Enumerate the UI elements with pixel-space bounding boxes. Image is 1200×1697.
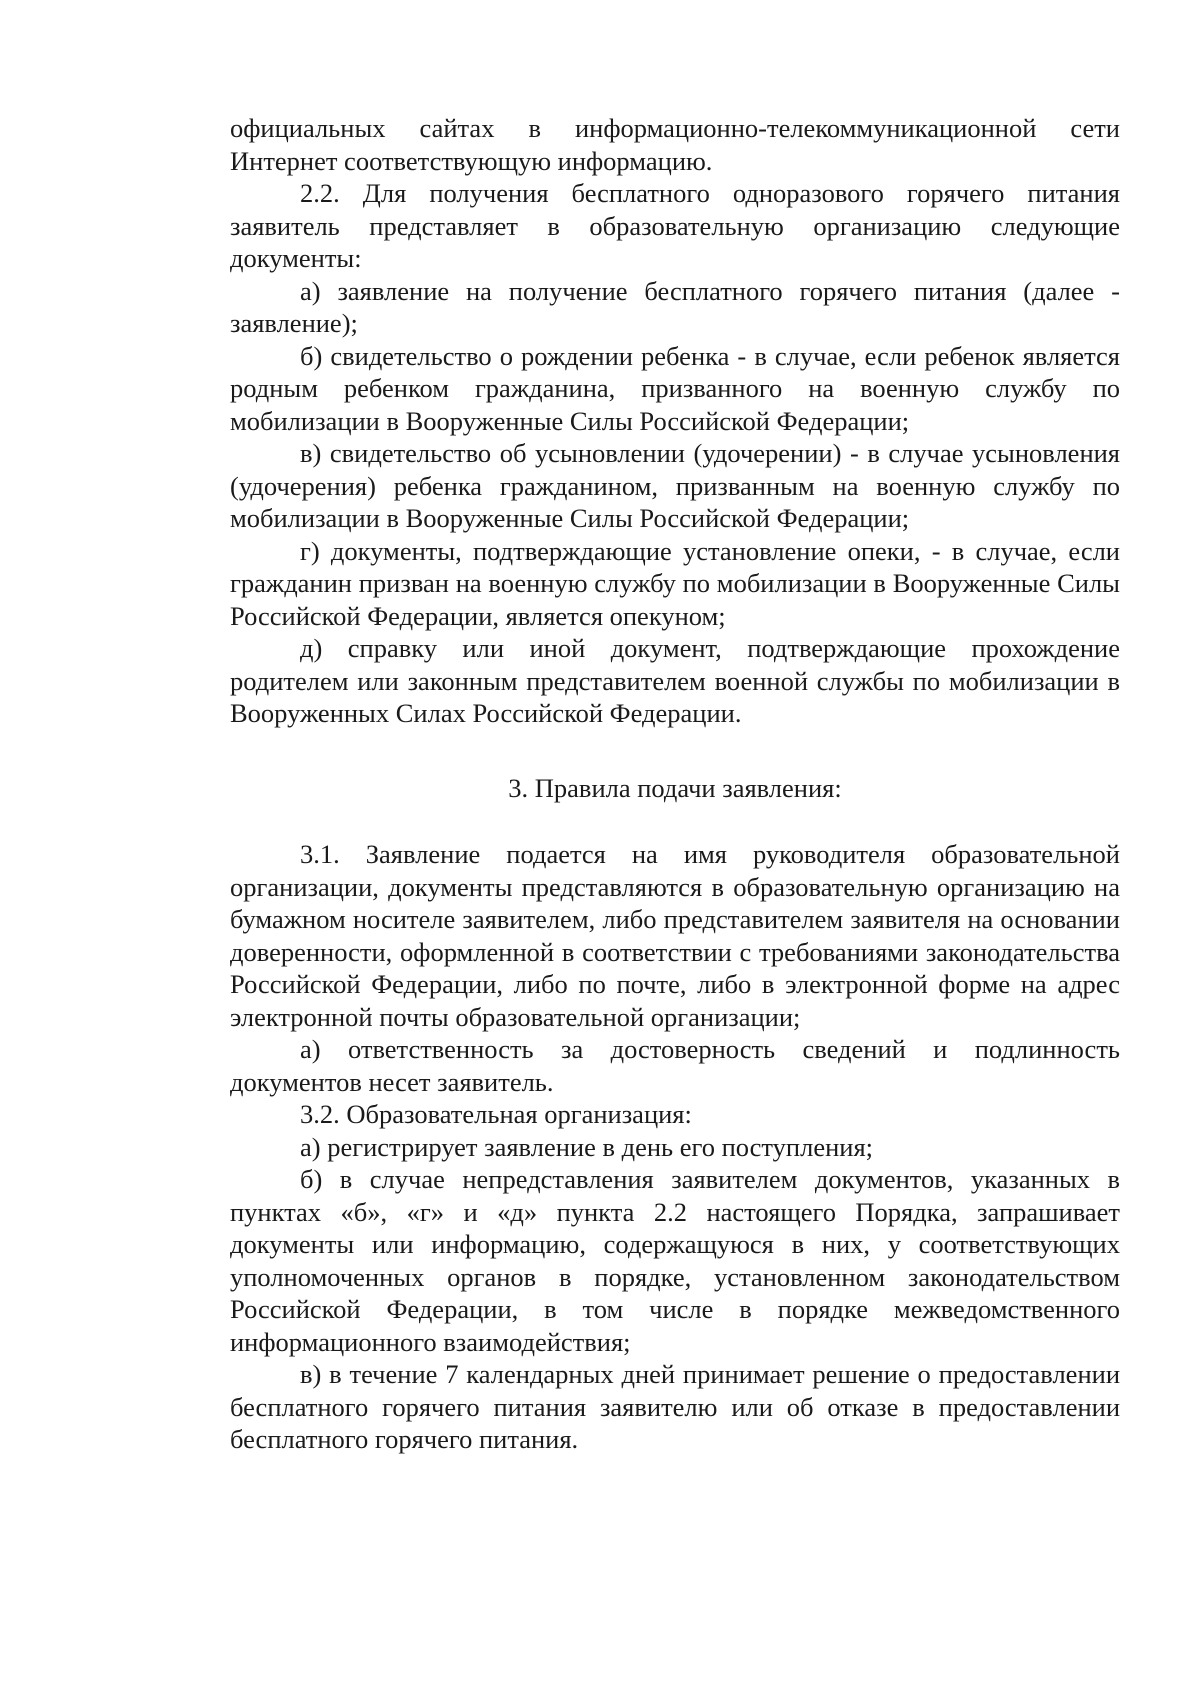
list-item-d-service-certificate: д) справку или иной документ, подтверждающие прохождение родителем или законным представителем военной службы по мобилизации в Вооруженных Силах Российской Федерации. [230,633,1120,728]
section-heading: 3. Правила подачи заявления: [508,772,842,803]
list-item-b-requests-documents: б) в случае непредставления заявителем документов, указанных в пунктах «б», «г» и «д» пункта 2.2 настоящего Порядка, запрашивает документы или информацию, содержащуюся в них, у соответствующих уполномоченных органов в порядке, установленном законодательством Российской Федерации, в том числе в порядке межведомственного информационного взаимодействия; [230,1164,1120,1357]
list-item-b-birth-certificate: б) свидетельство о рождении ребенка - в случае, если ребенок является родным ребенком гражданина, призванного на военную службу по мобилизации в Вооруженные Силы Российской Федерации; [230,340,1120,436]
list-item-a-registers: а) регистрирует заявление в день его поступления; [300,1131,873,1162]
paragraph-3-1: 3.1. Заявление подается на имя руководителя образовательной организации, документы представляются в образовательную организацию на бумажном носителе заявителем, либо представителем заявителя на основании доверенности, оформленной в соответствии с требованиями законодательства Российской Федерации, либо по почте, либо в электронной форме на адрес электронной почты образовательной организации; [230,839,1120,1032]
paragraph-3-2: 3.2. Образовательная организация: [300,1099,692,1129]
list-item-g-guardianship-documents: г) документы, подтверждающие установление опеки, - в случае, если гражданин призван на военную службу по мобилизации в Вооруженные Силы Российской Федерации, является опекуном; [230,535,1120,631]
list-item-v-decision: в) в течение 7 календарных дней принимает решение о предоставлении бесплатного горячего питания заявителю или об отказе в предоставлении бесплатного горячего питания. [230,1359,1120,1454]
list-item-a-responsibility: а) ответственность за достоверность сведений и подлинность документов несет заявитель. [230,1034,1120,1097]
list-item-a-application: а) заявление на получение бесплатного горячего питания (далее - заявление); [230,275,1120,338]
paragraph-continuation: официальных сайтах в информационно-телекоммуникационной сети Интернет соответствующую информацию. [230,113,1120,176]
list-item-v-adoption-certificate: в) свидетельство об усыновлении (удочерении) - в случае усыновления (удочерения) ребенка гражданином, призванным на военную службу по мобилизации в Вооруженные Силы Российской Федерации; [230,438,1120,533]
document-body [230,112,1120,1456]
paragraph-2-2: 2.2. Для получения бесплатного одноразового горячего питания заявитель представляет в образовательную организацию следующие документы: [230,178,1120,273]
